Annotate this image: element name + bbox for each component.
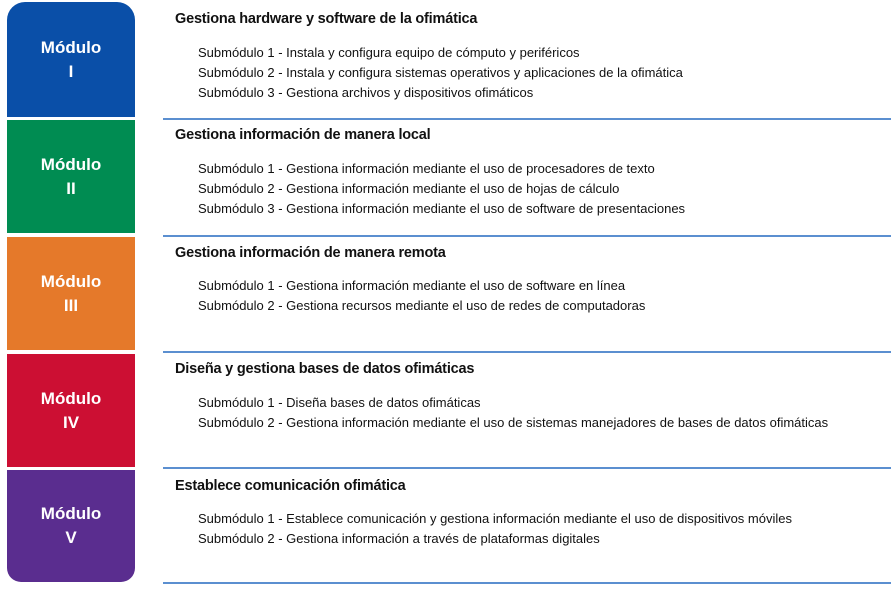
list-item: Submódulo 2 - Gestiona información a través de plataformas digitales — [198, 531, 600, 546]
module-5-submodules — [198, 509, 792, 549]
module-1-submodules — [198, 43, 683, 103]
list-item: Submódulo 1 - Gestiona información mediante el uso de software en línea — [198, 278, 626, 293]
module-5-label: Módulo — [40, 504, 102, 523]
module-2-label: Módulo — [40, 154, 102, 174]
module-4-numeral: IV — [62, 412, 80, 432]
module-2-badge — [7, 120, 135, 233]
module-2-submodules — [198, 159, 685, 219]
module-3-badge — [7, 237, 135, 350]
divider — [163, 351, 891, 353]
list-item: Submódulo 1 - Diseña bases de datos ofimáticas — [198, 395, 481, 410]
module-1-numeral: I — [68, 61, 74, 81]
module-2-numeral: II — [66, 178, 76, 198]
divider — [163, 582, 891, 584]
list-item: Submódulo 2 - Gestiona información mediante el uso de hojas de cálculo — [198, 181, 620, 196]
module-3-submodules — [198, 276, 645, 316]
divider — [163, 235, 891, 237]
module-5-badge — [7, 470, 135, 582]
list-item: Submódulo 1 - Instala y configura equipo de cómputo y periféricos — [198, 45, 580, 60]
list-item: Submódulo 2 - Gestiona recursos mediante el uso de redes de computadoras — [198, 298, 646, 313]
module-4-title: Diseña y gestiona bases de datos ofimáticas — [175, 361, 475, 377]
list-item: Submódulo 3 - Gestiona archivos y dispositivos ofimáticos — [198, 85, 534, 100]
module-5-numeral: V — [65, 528, 77, 547]
list-item: Submódulo 3 - Gestiona información mediante el uso de software de presentaciones — [198, 201, 686, 216]
list-item: Submódulo 2 - Instala y configura sistemas operativos y aplicaciones de la ofimática — [198, 65, 683, 80]
module-3-label: Módulo — [40, 271, 102, 291]
list-item: Submódulo 2 - Gestiona información mediante el uso de sistemas manejadores de bases de datos ofimáticas — [198, 415, 829, 430]
module-4-badge — [7, 354, 135, 467]
module-4-submodules — [198, 393, 828, 433]
module-5-title: Establece comunicación ofimática — [175, 478, 406, 494]
module-4-label: Módulo — [40, 388, 102, 408]
list-item: Submódulo 1 - Gestiona información mediante el uso de procesadores de texto — [198, 161, 655, 176]
module-3-title: Gestiona información de manera remota — [175, 245, 446, 261]
module-1-title: Gestiona hardware y software de la ofimática — [175, 11, 478, 27]
divider — [163, 467, 891, 469]
divider — [163, 118, 891, 120]
module-1-label: Módulo — [40, 37, 102, 57]
list-item: Submódulo 1 - Establece comunicación y gestiona información mediante el uso de dispositivos móviles — [198, 511, 792, 526]
module-1-badge — [7, 2, 135, 117]
module-3-numeral: III — [63, 295, 79, 315]
module-2-title: Gestiona información de manera local — [175, 127, 431, 143]
